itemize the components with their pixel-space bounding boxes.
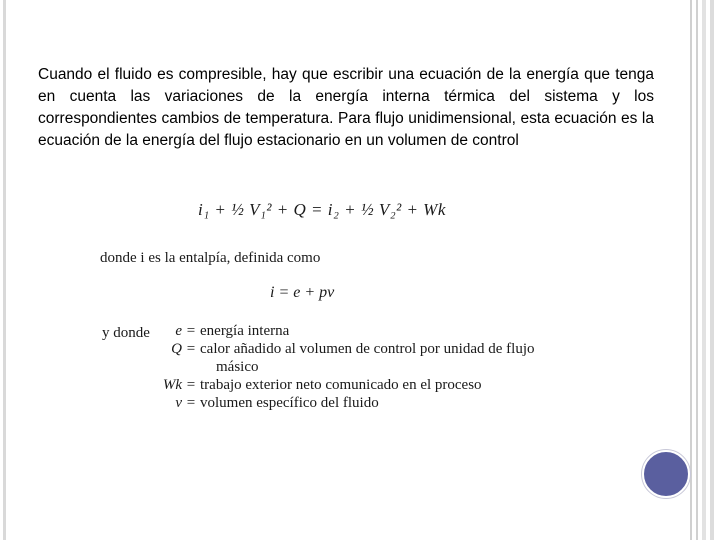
definition-text: trabajo exterior neto comunicado en el proceso [200, 377, 482, 393]
definition-row [150, 322, 534, 340]
definitions-intro: y donde [102, 325, 150, 341]
right-border-line [702, 0, 706, 540]
decorative-circle [642, 450, 690, 498]
definition-row [150, 376, 534, 394]
definition-symbol: e [175, 323, 182, 339]
definition-symbol: Q [171, 341, 182, 357]
equals-sign: = [186, 323, 196, 339]
equals-sign: = [186, 341, 196, 357]
definition-text: calor añadido al volumen de control por unidad de flujo [200, 341, 535, 357]
enthalpy-equation: i = e + pv [270, 284, 335, 301]
definitions-list [150, 322, 534, 412]
left-border [3, 0, 6, 540]
definition-continuation: másico [216, 359, 259, 375]
equals-sign: = [186, 395, 196, 411]
right-border-line [710, 0, 714, 540]
definition-row [150, 340, 534, 358]
definition-text: energía interna [200, 323, 290, 339]
equals-sign: = [186, 377, 196, 393]
energy-equation: i₁ + ½ V₁² + Q = i₂ + ½ V₂² + Wk [198, 200, 446, 219]
definition-row [150, 394, 534, 412]
definition-symbol: v [175, 395, 182, 411]
right-border-line [690, 0, 692, 540]
definition-text: volumen específico del fluido [200, 395, 379, 411]
right-border-line [696, 0, 698, 540]
definition-symbol: Wk [162, 377, 182, 393]
slide-paragraph: Cuando el fluido es compresible, hay que escribir una ecuación de la energía que tenga en cuenta las variaciones de la energía interna térmica del sistema y los correspondientes cambios de temperatura. Para flujo unidimensional, esta ecuación es la ecuación de la energía del flujo estacionario en un volumen de control [38, 66, 654, 149]
enthalpy-intro: donde i es la entalpía, definida como [100, 250, 321, 266]
